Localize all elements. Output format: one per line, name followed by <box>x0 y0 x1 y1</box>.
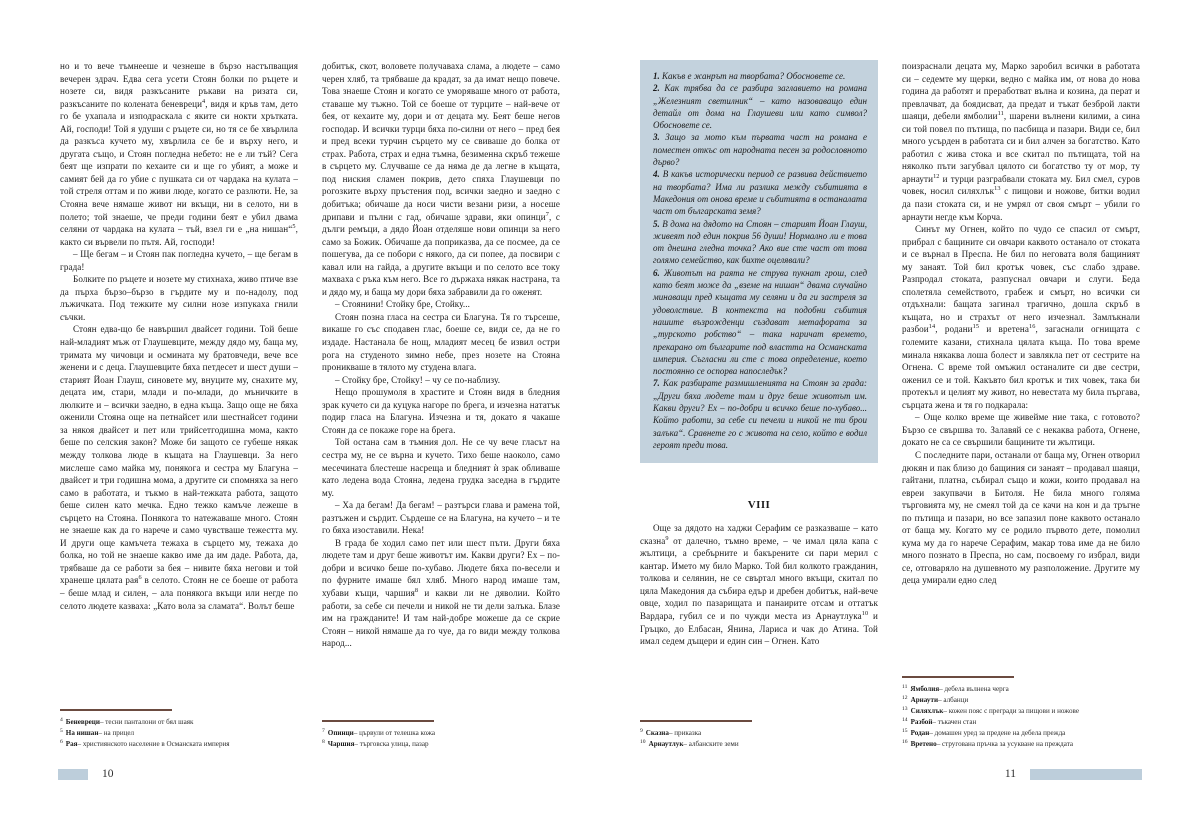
footnote-item <box>322 739 560 749</box>
right-page <box>600 0 1200 816</box>
footnote-definition: – приказка <box>668 729 702 737</box>
footnote-item <box>60 728 298 738</box>
footnote-number: 16 <box>902 738 908 745</box>
paragraph: – Още колко време ще живейме ние така, с готовото? Бързо се свършва то. Залавяй се с некаква работа, Огнене, докато не са се свършили бащините ти жълтици. <box>902 412 1140 448</box>
footnote-number: 6 <box>60 738 63 745</box>
footnote-definition: – стругована пръчка за усукване на преждата <box>936 740 1074 748</box>
footnote-rule <box>902 676 1014 678</box>
footnote-number: 7 <box>322 727 325 734</box>
question-item <box>653 377 867 451</box>
footnote-ref-8[interactable]: 8 <box>414 586 419 594</box>
folio-bar <box>58 769 88 780</box>
footnote-ref-5[interactable]: 5 <box>292 223 296 231</box>
footnote-term: Арнаути <box>910 696 939 704</box>
footnote-term: Силяхлък <box>910 707 944 715</box>
question-number: 1. <box>653 71 660 81</box>
footnote-item <box>902 717 1140 727</box>
footnote-term: Ямболия <box>910 685 940 693</box>
question-item <box>653 218 867 267</box>
footnote-ref-13[interactable]: 13 <box>994 185 1001 193</box>
paragraph: поизраснали децата му, Марко заробил всички в работата си – седемте му щерки, ведно с майка им, от нова до нова година да работят и преработват вълна и козина, да перат и превлачват, да боядисват, да предат и тъкат безброй лакти шаяци, дебели ямболии$^{11}$, шарени вълнени килими, а сина си той повел по пътища, по пасбища и пазари. Види се, бил много усърден в работата си и бил алчен за богатство. Като работил с жива стока и все скитал по пътищата, той на няколко пъти загубвал цялото си богатство ту от мор, ту арнаути$^{12}$ и турци разграбвали стоката му. Бил смел, суров човек, носил силяхлък$^{13}$ с пищови и ножове, битки водил да пази стоката си, и не умрял от своя смърт – убили го арнаути негде към Корча. <box>902 61 1140 222</box>
footnote-ref-7[interactable]: 7 <box>545 210 549 218</box>
paragraph: Стоян едва-що бе навършил двайсет години. Той беше най-младият мъж от Глаушевците, между дядо му, баща му, тримата му чичовци и осмината му братовчеди, вече все женени и с деца. Глаушевците бяха петдесет и шест души – старият Йоан Глауш, синовете му, внуците му, снахите му, децата им, стари, млади и по-млади, до мъничките в люлките и – всички заедно, в една къща. Защо още не бяха оженили Стояна още на петнайсет или шестнайсет години за някоя двайсет и пет или трийсетгодишна мома, както беше по селския закон? Може би защото се губеше някак между толкова люде в къщата на Глаушевци. За него мислеше само майка му, понякога и сестра му Благуна – двайсет и три годишна мома, а другите си спомняха за него само в работата, и тъкмо в най-тежката работа, защото беше силен като мечка. Едно тежко камъче лежеше в сърцето на Стояна. Понякога то натежаваше много. Стоян не знаеше как да го нарече и само чувстваше тежестта му. И други още камъчета тежаха в сърцето му, тежаха до болка, но той не знаеше какво име да им даде. Работа, да, трябваше да се работи за бея – нивите бяха негови и той хранеше цялата рая$^6$ в селото. Стоян не се боеше от работа – беше млад и силен, – ала понякога вкъщи или негде по селото людете казваха: „Като вола за сламата“. Волът беше <box>60 324 298 611</box>
question-number: 2. <box>653 83 660 94</box>
right-page-columns <box>640 60 1140 750</box>
page-number: 10 <box>102 768 114 780</box>
footnote-ref-4[interactable]: 4 <box>202 97 206 105</box>
question-text: Как разбирате размишленията на Стоян за града: „Други бяха людете там и друг беше животът им. Какви други? Ех – по-добри и всичко беше по-хубаво... Който работи, за себе си печели и никой не ти брои залъка“. Сравнете го с живота на село, който е водил героят преди това. <box>653 378 867 450</box>
footnote-item <box>902 695 1140 705</box>
footnote-item <box>902 739 1140 749</box>
paragraph: Той остана сам в тъмния дол. Не се чу вече гласът на сестра му, не се върна и кучето. Тихо беше наоколо, само месечината блестеше насреща и бледният ѝ зрак обливаше като ледена вода Стояна, ледена грудка заседна в гърдите му. <box>322 437 560 498</box>
paragraph: Стоян позна гласа на сестра си Благуна. Тя го търсеше, викаше го със сподавен глас, боеше се, види се, да не го издаде. Настанала бе нощ, младият месец бе извил остри рога на студеното зимно небе, през нозете на Стояна проникваше в тялото му студена влага. <box>322 311 560 373</box>
footnote-block <box>640 720 878 750</box>
footnote-term: Сказна <box>645 729 669 737</box>
question-text: В дома на дядото на Стоян – старият Йоан Глауш, живеят под един покрив 56 души! Нормално ли е това от днешна гледна точка? Ако вие сте част от това голямо семейство, как бихте оцелявали? <box>653 218 867 266</box>
footnote-number: 14 <box>902 716 908 723</box>
footnote-item <box>902 728 1140 738</box>
paragraph: – Стойку бре, Стойку! – чу се по-наблизу. <box>335 374 501 385</box>
footnote-term: Арнаутлук <box>648 740 684 748</box>
footnote-block <box>60 709 298 750</box>
footnote-term: Разбой <box>910 718 933 726</box>
footnote-number: 5 <box>60 727 63 734</box>
footnote-number: 11 <box>902 683 908 690</box>
paragraph: – Ха да бегам! Да бегам! – разтърси глава и рамена той, разтъжен и сърдит. Сърдеше се на Благуна, на кучето – и те го бяха изоставили. Нека! <box>322 500 560 536</box>
footnote-definition: – на прицел <box>98 729 135 737</box>
question-number: 3. <box>653 132 660 143</box>
footnote-definition: – търговска улица, пазар <box>354 740 429 748</box>
footnote-item <box>60 739 298 749</box>
footnote-item <box>640 728 878 738</box>
footnote-item <box>902 684 1140 694</box>
footnote-number: 8 <box>322 738 325 745</box>
question-item <box>653 267 867 378</box>
paragraph: В града бе ходил само пет или шест пъти. Други бяха людете там и друг беше животът им. Какви други? Ех – по-добри и всичко беше по-хубаво. Людете бяха по-весели и по фурните имаше бял хляб. Много народ имаше там, хубави къщи, чаршия$^8$ и какви ли не дяволии. Който работи, за себе си печели и никой не ти дели залъка. Блазе им на гражданите! И там най-добре можеше да се скрие Стоян – никой нямаше да го чуе, да го види между толкова народ... <box>322 537 560 649</box>
footnote-ref-9[interactable]: 9 <box>665 534 669 542</box>
footnote-ref-6[interactable]: 6 <box>138 574 142 582</box>
footnote-rule <box>640 720 752 722</box>
footnote-number: 15 <box>902 727 908 734</box>
footnote-number: 13 <box>902 705 908 712</box>
question-item <box>653 168 867 217</box>
footnote-block <box>902 676 1140 750</box>
footnote-number: 9 <box>640 727 643 734</box>
paragraph: но и то вече тъмнееше и чезнеше в бързо настъпващия вечерен здрач. Едва сега усети Стоян болки по ръцете и нозете си, видя разкъсаните ръкави на ризата си, разкъсаните по колената беневреци$^4$, видя и кръв там, дето го бе ухапала и изподраскала с яките си нокти хрътката. Ай, господи! Той я удуши с ръцете си, но тя се бе хвърлила да разкъса кучето му, хвърлила се бе и върху него, и другата също, и Стоян погледна небето: не е ли тъй? Сега беят ще изпрати по кехаите си и ще го убият, а може и самият бей да го убие с пушката си от чардака на кулата – той стреля оттам и по живи люде, когато се разлюти. Не, за Стояна вече нямаше живот ни вкъщи, ни в селото, ни в полето; той знаеше, че преди години беят е убил двама селяни от чардака на кулата – тъй, взел ги е „на нишан“$^5$, както си вървели по пътя. Ай, господи! <box>60 61 299 247</box>
footnote-item <box>640 739 878 749</box>
page-number: 11 <box>1004 768 1016 780</box>
right-page-column-1 <box>640 60 878 750</box>
footnote-definition: – християнското население в Османската империя <box>77 740 230 748</box>
folio-left <box>58 768 114 780</box>
left-page-column-1 <box>60 60 298 750</box>
footnote-item <box>322 728 560 738</box>
footnote-term: На нишан <box>65 729 99 737</box>
footnote-definition: – кожен пояс с прегради за пищови и ножове <box>943 707 1079 715</box>
paragraph: добитък, скот, воловете получаваха слама, а людете – само черен хляб, та трябваше да крадат, за да имат нещо повече. Това знаеше Стоян и когато се уморяваше много от работа, ставаше му тъжно. Той се боеше от турците – най-вече от бея, от кехаите му, дори и от децата му. Беят беше негов господар. И всички турци бяха по-силни от него – пред бея и пред всеки турчин сърцето му се свиваше до болка от страх. Работа, страх и една тъмна, безименна скръб тежеше в сърцето му. Случваше се да няма де да легне в къщата, под ниския сламен покрив, дето спяха Глаушевци по рогозките върху пръстения под, всички заедно и заедно с добитъка; обичаше да носи чисти везани ризи, а носеше дрипави и пълни с гад, обичаше здрави, яки опинци$^7$, с дълги ремъци, а дядо Йоан отделяше нови опинци за него само за Божик. Обичаше да поприказва, да се посмее, да се пошегува, да се побори с някого, да си попее, да посвири с кавал или на гайда, а другите вкъщи и по селото все току махваха с ръка към него. Все го държаха някак настрана, та и дядо му, и баща му дори бяха забравили да го оженят. <box>322 61 560 297</box>
footnote-definition: – дебела вълнена черга <box>939 685 1009 693</box>
question-number: 7. <box>653 378 660 389</box>
question-text: Как трябва да се разбира заглавието на романа „Железният светилник“ – като назоваващо един детайл от дома на Глаушеви или като символ? Обосновете се. <box>653 83 867 131</box>
footnote-rule <box>60 709 172 711</box>
footnote-ref-16[interactable]: 16 <box>1029 323 1036 331</box>
question-number: 6. <box>653 267 660 278</box>
footnote-term: Рая <box>65 740 78 748</box>
question-box <box>640 60 878 463</box>
footnote-definition: – домашен уред за предене на дебела прежда <box>929 729 1066 737</box>
footnote-item <box>902 706 1140 716</box>
footnote-term: Чаршия <box>327 740 355 748</box>
footnote-term: Родан <box>910 729 930 737</box>
footnote-number: 4 <box>60 716 63 723</box>
footnote-number: 12 <box>902 694 908 701</box>
folio-right <box>1005 768 1142 780</box>
paragraph: Още за дядото на хаджи Серафим се разказваше – като сказна$^9$ от далечно, тъмно време, – че имал цяла капа с жълтици, а сребърните и бакърените си пари мерил с кантар. Името му било Марко. Той бил колкото гражданин, толкова и селянин, не се свъртал много вкъщи, скитал по цяла Македония да събира едър и дребен добитък, най-вече овце, ходил по пазарищата и панаирите отсам и оттатък Вардара, губил се и по чужди места из Арнаутлука$^{10}$ и Гръцко, до Елбасан, Янина, Лариса и чак до Атина. Той имал седем дъщери и един син – Огнен. Като <box>640 523 878 647</box>
question-item <box>653 82 867 131</box>
footnote-term: Опинци <box>327 729 354 737</box>
footnote-ref-15[interactable]: 15 <box>972 323 980 331</box>
left-page-columns <box>60 60 560 750</box>
footnote-rule <box>322 720 434 722</box>
chapter-heading: VIII <box>747 499 771 512</box>
question-number: 5. <box>653 218 660 229</box>
question-number: 4. <box>653 169 660 180</box>
paragraph: – Ще бегам – и Стоян пак погледна кучето, – ще бегам в града! <box>60 249 298 272</box>
footnote-block <box>322 720 560 750</box>
right-page-column-2 <box>902 60 1140 750</box>
footnote-term: Вретено <box>910 740 937 748</box>
paragraph: Болките по ръцете и нозете му стихнаха, живо птиче взе да пърха бързо–бързо в гърдите му и по-надолу, под лъжичката. Под тежките му силни нозе изпукаха гнили съчки. <box>60 274 298 322</box>
question-text: В какъв исторически период се развива действието на творбата? Има ли разлика между събитията в Македония от онова време и събитията в останалата част от българската земя? <box>653 169 867 217</box>
question-text: Защо за мото към първата част на романа е поместен откъс от народната песен за родословното дърво? <box>653 132 867 168</box>
paragraph: Синът му Огнен, който по чудо се спасил от смърт, прибрал с бащините си овчари каквото останало от стоката и се върнал в Преспа. Не бил по неговата воля бащиният му занаят. Той бил кротък човек, със слабо здраве. Разпродал стоката, разпуснал овчари и слуги. Беда сполетяла семейството, грабеж и смърт, но всички си отдъхнали: бащата загинал трагично, дошла скръб в къщата, но и страхът от него изчезнал. Замлъкнали разбои$^{14}$, родани$^{15}$ и вретена$^{16}$, загаснали огнищата с големите казани, стихнала цялата къща. По това време минала някаква лоша болест и завлякла пет от сестрите на Огнена. С време той омъжил останалите си две сестри, оженил се и той. Какъвто бил кротък и тих човек, така би протекъл и целият му живот, но невестата му била пъргава, сърцата жена и тя го подкарала: <box>902 224 1140 410</box>
footnote-number: 10 <box>640 738 646 745</box>
paragraph: С последните пари, останали от баща му, Огнен отворил дюкян и пак близо до бащиния си занаят – продавал шаяци, гайтани, платна, събирал също и кожи, които продавал на евреи закупвачи в Битоля. Не била много голяма търговията му, не смеял той да се качи на кон и да тръгне по пътища и пазари, но все запазил поне каквото останало от баща му. Когато му се родило първото дете, помолил кума му да го нарече Серафим, макар това име да не било много познато в Преспа, но сам, посвоему го избрал, види се, отговаряло на душевното му разположение. Другите му деца умирали едно след <box>902 449 1140 586</box>
left-page-column-2 <box>322 60 560 750</box>
footnote-ref-11[interactable]: 11 <box>997 110 1004 118</box>
folio-bar <box>1030 769 1142 780</box>
footnote-ref-12[interactable]: 12 <box>933 172 940 180</box>
paragraph: Нещо прошумоля в храстите и Стоян видя в бледния зрак кучето си да куцука нагоре по брега, и изчезна нататък подир гласа на Благуна. Изчезна и тя, докато я чакаше Стоян да се покаже горе на брега. <box>322 387 560 435</box>
footnote-item <box>60 717 298 727</box>
footnote-definition: – тесни панталони от бял шаяк <box>99 718 194 726</box>
question-item <box>653 70 867 82</box>
footnote-ref-14[interactable]: 14 <box>928 323 936 331</box>
footnote-definition: – албанските земи <box>683 740 739 748</box>
footnote-definition: – албанци <box>938 696 969 704</box>
question-text: Животът на раята не струва пукнат грош, след като беят може да „вземе на нишан“ двама случайно минаващи пред къщата му селяни и да ги застреля за удоволствие. В контекста на подобни събития нашите възрожденци създават метафората за „турското робство“ – така наричат времето, прекарано от българите под властта на Османската империя. Съгласни ли сте с това определение, което постоянно се оспорва напоследък? <box>653 267 867 377</box>
footnote-definition: – цървули от телешка кожа <box>353 729 436 737</box>
footnote-term: Беневреци <box>65 718 100 726</box>
question-text: Какъв е жанрът на творбата? Обосновете се. <box>659 71 846 81</box>
footnote-definition: – тъкачен стан <box>932 718 977 726</box>
paragraph: – Стоянини! Стойку бре, Стойку... <box>335 299 470 310</box>
footnote-ref-10[interactable]: 10 <box>861 610 869 617</box>
question-item <box>653 131 867 168</box>
